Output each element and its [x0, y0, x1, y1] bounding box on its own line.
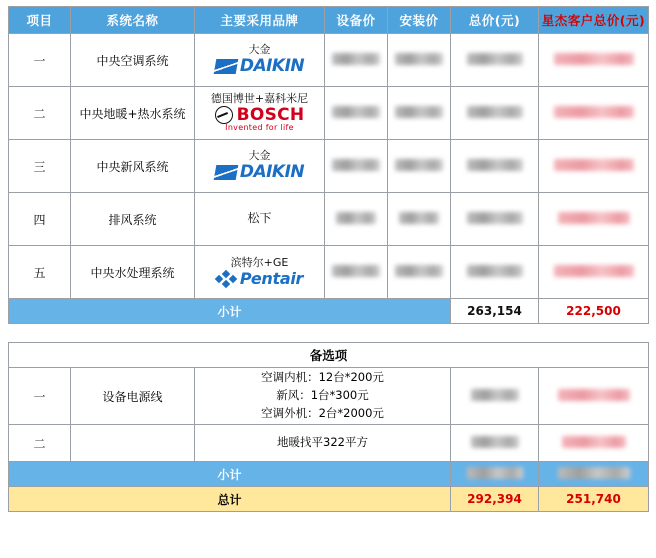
bosch-wordmark: BOSCH [236, 104, 305, 125]
row-index: 一 [9, 368, 71, 425]
daikin-mark-icon [214, 59, 239, 74]
redacted-value [467, 106, 523, 118]
daikin-wordmark: DAIKIN [239, 162, 305, 183]
row-item-name: 设备电源线 [71, 368, 195, 425]
grand-total-price: 292,394 [451, 487, 539, 512]
row-total-price [451, 193, 539, 246]
table-row [9, 193, 649, 246]
pentair-mark-icon [216, 271, 236, 287]
detail-line: 新风：1台*300元 [276, 388, 369, 403]
row-index: 四 [9, 193, 71, 246]
subtotal-client-price [539, 462, 649, 487]
row-install-price [388, 140, 451, 193]
detail-line: 空调内机：12台*200元 [261, 370, 384, 385]
redacted-value [467, 265, 523, 277]
row-equipment-price [325, 87, 388, 140]
header-install-price: 安装价 [388, 7, 451, 34]
row-equipment-price [325, 193, 388, 246]
row-index: 一 [9, 34, 71, 87]
row-system-name: 中央空调系统 [71, 34, 195, 87]
row-equipment-price [325, 34, 388, 87]
row-brand [195, 87, 325, 140]
redacted-value [467, 53, 523, 65]
daikin-logo-icon [215, 57, 304, 76]
redacted-value [554, 106, 634, 118]
table-row [9, 246, 649, 299]
row-brand [195, 34, 325, 87]
row-system-name: 排风系统 [71, 193, 195, 246]
detail-line: 空调外机：2台*2000元 [261, 405, 384, 420]
redacted-value [395, 106, 443, 118]
row-install-price [388, 87, 451, 140]
row-install-price [388, 193, 451, 246]
grand-total-client-price: 251,740 [539, 487, 649, 512]
redacted-value [336, 212, 376, 224]
bosch-mark-icon [215, 106, 233, 124]
bosch-logo-icon [215, 106, 305, 125]
redacted-value [562, 436, 626, 448]
redacted-value [332, 106, 380, 118]
optional-header-label: 备选项 [9, 343, 649, 368]
row-system-name: 中央水处理系统 [71, 246, 195, 299]
row-equipment-price [325, 246, 388, 299]
redacted-value [558, 467, 630, 479]
row-total-price [451, 140, 539, 193]
row-brand [195, 193, 325, 246]
brand-subtitle: 德国博世+嘉科米尼 [210, 91, 309, 105]
redacted-value [554, 53, 634, 65]
header-equipment-price: 设备价 [325, 7, 388, 34]
redacted-value [471, 436, 519, 448]
redacted-value [399, 212, 439, 224]
brand-name-text: 松下 [247, 211, 272, 226]
brand-subtitle: 大金 [248, 149, 271, 163]
subtotal-total-price: 263,154 [451, 299, 539, 324]
optional-subtotal-row [9, 462, 649, 487]
header-system-name: 系统名称 [71, 7, 195, 34]
row-brand [195, 246, 325, 299]
row-brand [195, 140, 325, 193]
table-row [9, 34, 649, 87]
row-index: 三 [9, 140, 71, 193]
table-row [9, 87, 649, 140]
pentair-logo-icon [216, 270, 303, 288]
row-detail [195, 425, 451, 462]
redacted-value [554, 159, 634, 171]
header-total-price: 总价(元) [451, 7, 539, 34]
subtotal-row [9, 299, 649, 324]
row-install-price [388, 34, 451, 87]
table-row [9, 140, 649, 193]
redacted-value [471, 389, 519, 401]
redacted-value [467, 212, 523, 224]
table-row [9, 368, 649, 425]
daikin-mark-icon [214, 165, 239, 180]
table-row [9, 425, 649, 462]
row-total-price [451, 246, 539, 299]
header-item: 项目 [9, 7, 71, 34]
row-client-price [539, 368, 649, 425]
row-client-price [539, 34, 649, 87]
redacted-value [395, 53, 443, 65]
subtotal-client-price: 222,500 [539, 299, 649, 324]
row-item-name [71, 425, 195, 462]
brand-subtitle: 滨特尔+GE [230, 255, 289, 269]
redacted-value [558, 212, 630, 224]
redacted-value [332, 265, 380, 277]
row-client-price [539, 246, 649, 299]
redacted-value [395, 159, 443, 171]
row-install-price [388, 246, 451, 299]
header-brand: 主要采用品牌 [195, 7, 325, 34]
row-total-price [451, 425, 539, 462]
row-client-price [539, 140, 649, 193]
header-client-total-price: 星杰客户总价(元) [539, 7, 649, 34]
grand-total-label: 总计 [9, 487, 451, 512]
pentair-wordmark: Pentair [239, 268, 304, 288]
row-client-price [539, 193, 649, 246]
row-system-name: 中央新风系统 [71, 140, 195, 193]
row-total-price [451, 34, 539, 87]
detail-line: 地暖找平322平方 [277, 435, 368, 450]
redacted-value [554, 265, 634, 277]
table-header-row [9, 7, 649, 34]
row-client-price [539, 87, 649, 140]
row-equipment-price [325, 140, 388, 193]
grand-total-row [9, 487, 649, 512]
redacted-value [467, 467, 523, 479]
bosch-tagline: Invented for life [225, 123, 294, 133]
daikin-wordmark: DAIKIN [239, 56, 305, 77]
redacted-value [332, 53, 380, 65]
optional-header-row [9, 343, 649, 368]
row-total-price [451, 87, 539, 140]
redacted-value [332, 159, 380, 171]
redacted-value [558, 389, 630, 401]
main-quotation-table [8, 6, 649, 324]
daikin-logo-icon [215, 163, 304, 182]
subtotal-label: 小计 [9, 462, 451, 487]
subtotal-total-price [451, 462, 539, 487]
redacted-value [395, 265, 443, 277]
row-system-name: 中央地暖+热水系统 [71, 87, 195, 140]
row-index: 二 [9, 425, 71, 462]
row-client-price [539, 425, 649, 462]
brand-subtitle: 大金 [248, 43, 271, 57]
optional-items-table [8, 342, 649, 512]
row-index: 二 [9, 87, 71, 140]
table-spacer [8, 324, 648, 342]
row-index: 五 [9, 246, 71, 299]
row-total-price [451, 368, 539, 425]
redacted-value [467, 159, 523, 171]
row-detail [195, 368, 451, 425]
subtotal-label: 小计 [9, 299, 451, 324]
